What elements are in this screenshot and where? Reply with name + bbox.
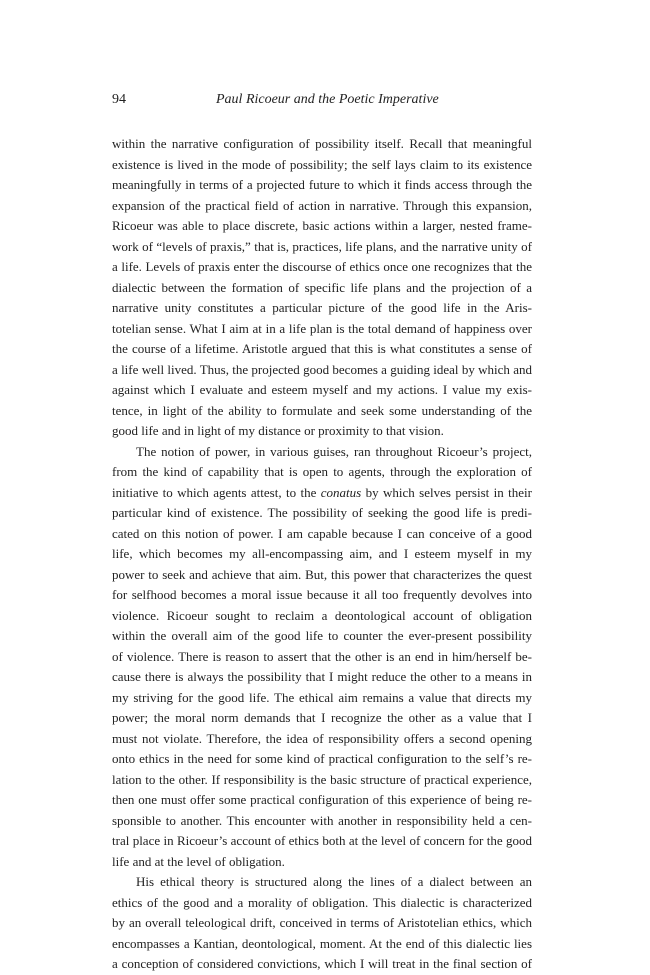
text-line: the course of a lifetime. Aristotle argued that this is what constitutes a sense of xyxy=(112,341,532,356)
italic-term: conatus xyxy=(320,484,362,500)
text-line: life and at the level of obligation. xyxy=(112,853,285,869)
text-line: a conception of considered convictions, which I will treat in the final section of xyxy=(112,956,532,971)
text-segment: by which selves persist in their xyxy=(361,484,532,500)
text-line xyxy=(112,483,532,504)
text-line: life, which becomes my all-encompassing aim, and I esteem myself in my xyxy=(112,546,532,561)
text-line: by an overall teleological drift, conceived in terms of Aristotelian ethics, which xyxy=(112,915,532,930)
text-line: lation to the other. If responsibility is the basic structure of practical experience, xyxy=(112,771,532,787)
text-line: against which I evaluate and esteem myself and my actions. I value my exis- xyxy=(112,382,532,397)
text-line: particular kind of existence. The possibility of seeking the good life is predi- xyxy=(112,505,532,520)
text-line: tral place in Ricoeur’s account of ethics both at the level of concern for the good xyxy=(112,833,532,848)
text-line: from the kind of capability that is open to agents, through the exploration of xyxy=(112,464,532,479)
text-line: a life well lived. Thus, the projected good becomes a guiding ideal by which and xyxy=(112,361,532,377)
text-line: onto ethics in the need for some kind of practical configuration to the self’s re- xyxy=(112,751,532,766)
text-line: totelian sense. What I aim at in a life plan is the total demand of happiness over xyxy=(112,320,532,336)
text-line: dialectic between the formation of specific life plans and the projection of a xyxy=(112,279,532,295)
text-line: sponsible to another. This encounter with another in responsibility held a cen- xyxy=(112,812,532,828)
text-line: my striving for the good life. The ethical aim remains a value that directs my xyxy=(112,689,532,705)
page-number: 94 xyxy=(112,92,126,107)
text-line: power; the moral norm demands that I recognize the other as a value that I xyxy=(112,710,532,725)
text-line: cated on this notion of power. I am capable because I can conceive of a good xyxy=(112,525,532,541)
text-line: a life. Levels of praxis enter the discourse of ethics once one recognizes that the xyxy=(112,259,532,274)
text-line: narrative unity constitutes a particular picture of the good life in the Aris- xyxy=(112,300,532,315)
text-line: meaningfully in terms of a projected future to which it finds access through the xyxy=(112,177,532,192)
running-title: Paul Ricoeur and the Poetic Imperative xyxy=(216,92,439,107)
text-line: within the overall aim of the good life to counter the ever-present possibility xyxy=(112,628,532,643)
text-line: work of “levels of praxis,” that is, practices, life plans, and the narrative unity of xyxy=(112,238,532,254)
text-line: expansion of the practical field of action in narrative. Through this expansion, xyxy=(112,197,532,213)
text-line: for selfhood becomes a moral issue because it all too frequently devolves into xyxy=(112,587,532,602)
body-text xyxy=(112,134,532,975)
text-line: then one must offer some practical configuration of this experience of being re- xyxy=(112,792,532,807)
text-line: cause there is always the possibility that I might reduce the other to a means in xyxy=(112,669,532,684)
text-line: The notion of power, in various guises, ran throughout Ricoeur’s project, xyxy=(136,443,532,459)
text-line: must not violate. Therefore, the idea of responsibility offers a second opening xyxy=(112,730,532,746)
text-line: Ricoeur was able to place discrete, basic actions within a larger, nested frame- xyxy=(112,218,532,233)
text-line: ethics of the good and a morality of obligation. This dialectic is characterized xyxy=(112,894,532,910)
text-line: power to seek and achieve that aim. But, this power that characterizes the quest xyxy=(112,566,532,582)
text-line: within the narrative configuration of possibility itself. Recall that meaningful xyxy=(112,136,532,151)
text-line: of violence. There is reason to assert that the other is an end in him/herself be- xyxy=(112,648,532,664)
text-line: His ethical theory is structured along the lines of a dialect between an xyxy=(136,874,532,889)
text-line: encompasses a Kantian, deontological, moment. At the end of this dialectic lies xyxy=(112,935,532,951)
text-line: good life and in light of my distance or proximity to that vision. xyxy=(112,423,444,438)
text-line: existence is lived in the mode of possibility; the self lays claim to its existence xyxy=(112,156,532,172)
text-line: violence. Ricoeur sought to reclaim a deontological account of obligation xyxy=(112,607,532,623)
running-head xyxy=(112,90,532,110)
paragraph xyxy=(112,134,532,442)
text-segment: initiative to which agents attest, to the xyxy=(112,484,321,500)
paragraph xyxy=(112,442,532,873)
text-line: tence, in light of the ability to formulate and seek some understanding of the xyxy=(112,402,532,418)
paragraph xyxy=(112,872,532,975)
